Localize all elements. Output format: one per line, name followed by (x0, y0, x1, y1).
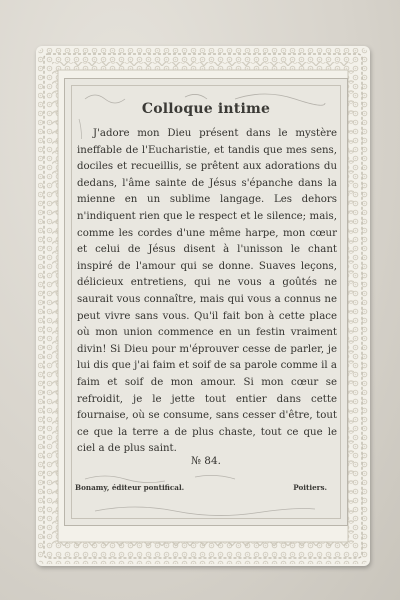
holy-card (64, 78, 348, 526)
publisher-label: Bonamy, éditeur pontifical. (75, 483, 185, 492)
card-body-text: J'adore mon Dieu présent dans le mystère ineffable de l'Eucharistie, et tandis que mes sens, dociles et recueillis, se prêtent aux adorations du dedans, l'âme sainte de Jésus s'épanche dans la mienne en un sublime langage. Les dehors n'indiquent rien que le respect et le silence; mais, comme les cordes d'une même harpe, mon cœur et celui de Jésus disent à l'unisson le chant inspiré de l'amour qui se donne. Suaves leçons, délicieux entretiens, qui ne vous a goûtés ne saurait vous connaître, mais qui vous a connus ne peut vivre sans vous. Qu'il fait bon à cette place où mon union commence en un festin vraiment divin! Si Dieu pour m'éprouver cesse de parler, je lui dis que j'ai faim et soif de sa parole comme il a faim et soif de mon amour. Si mon cœur se refroidit, je le jette tout entier dans cette fournaise, où se consume, sans cesser d'être, tout ce que la terre a de plus chaste, tout ce que le ciel a de plus saint. (77, 128, 337, 455)
card-title: Colloque intime (141, 101, 271, 117)
city-label: Poitiers. (293, 483, 327, 492)
card-number: № 84. (191, 455, 221, 467)
